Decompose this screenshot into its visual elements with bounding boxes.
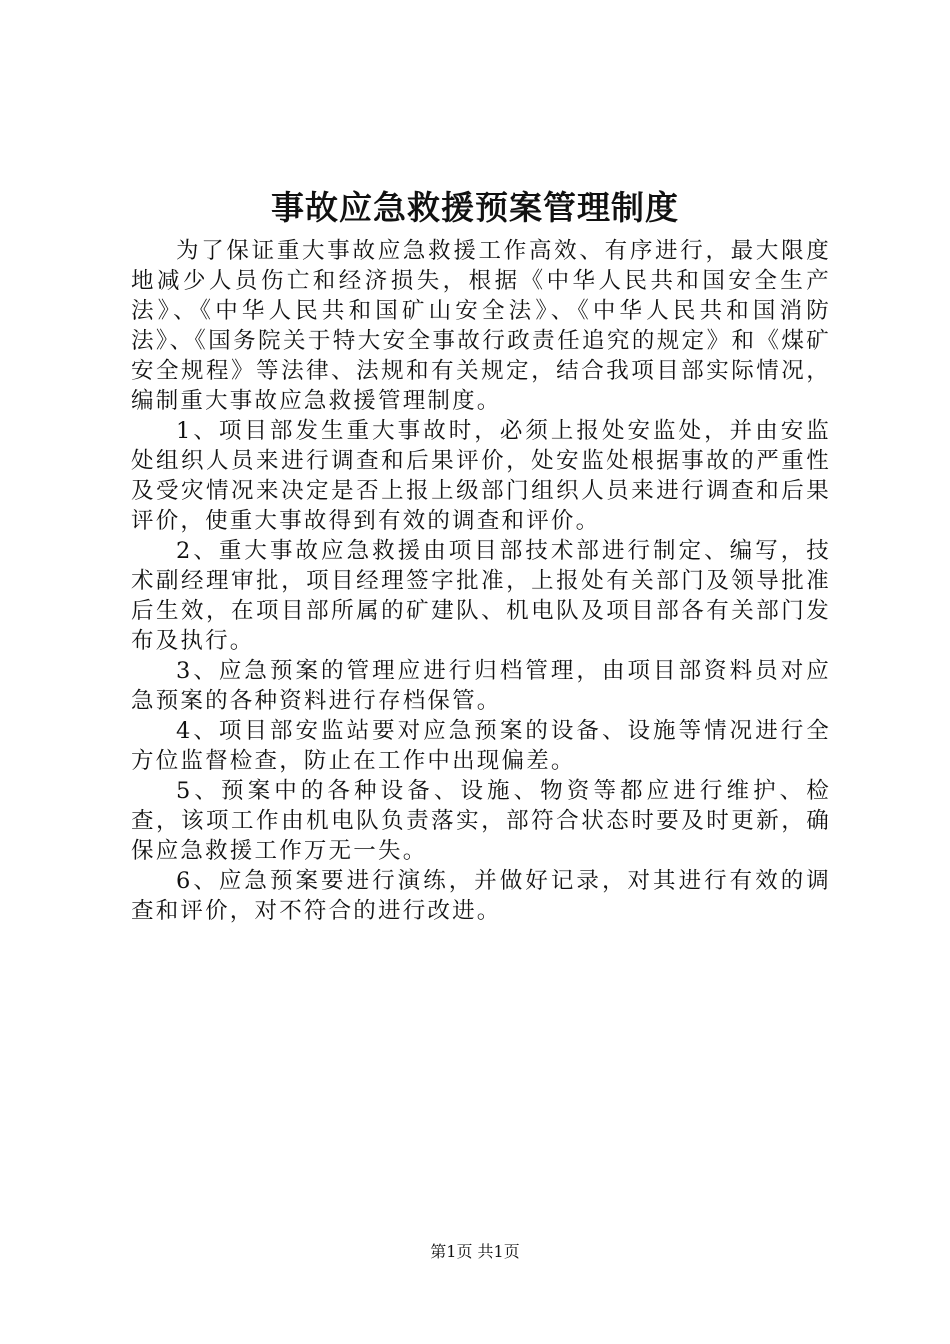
clause-6-paragraph: 6、应急预案要进行演练，并做好记录，对其进行有效的调查和评价，对不符合的进行改进。 <box>131 868 831 924</box>
document-title: 事故应急救援预案管理制度 <box>271 188 679 227</box>
page-footer: 第1页 共1页 <box>430 1242 520 1261</box>
document-body <box>131 236 831 926</box>
clause-3-paragraph: 3、应急预案的管理应进行归档管理，由项目部资料员对应急预案的各种资料进行存档保管。 <box>131 658 831 714</box>
clause-4-paragraph: 4、项目部安监站要对应急预案的设备、设施等情况进行全方位监督检查，防止在工作中出现偏差。 <box>131 718 831 774</box>
clause-1-paragraph: 1、项目部发生重大事故时，必须上报处安监处，并由安监处组织人员来进行调查和后果评价，处安监处根据事故的严重性及受灾情况来决定是否上报上级部门组织人员来进行调查和后果评价，使重大事故得到有效的调查和评价。 <box>131 418 831 534</box>
clause-5-paragraph: 5、预案中的各种设备、设施、物资等都应进行维护、检查，该项工作由机电队负责落实，部符合状态时要及时更新，确保应急救援工作万无一失。 <box>131 778 831 864</box>
intro-paragraph: 为了保证重大事故应急救援工作高效、有序进行，最大限度地减少人员伤亡和经济损失，根据《中华人民共和国安全生产法》、《中华人民共和国矿山安全法》、《中华人民共和国消防法》、《国务院关于特大安全事故行政责任追究的规定》和《煤矿安全规程》等法律、法规和有关规定，结合我项目部实际情况，编制重大事故应急救援管理制度。 <box>131 238 831 414</box>
clause-2-paragraph: 2、重大事故应急救援由项目部技术部进行制定、编写，技术副经理审批，项目经理签字批准，上报处有关部门及领导批准后生效，在项目部所属的矿建队、机电队及项目部各有关部门发布及执行。 <box>131 538 831 654</box>
